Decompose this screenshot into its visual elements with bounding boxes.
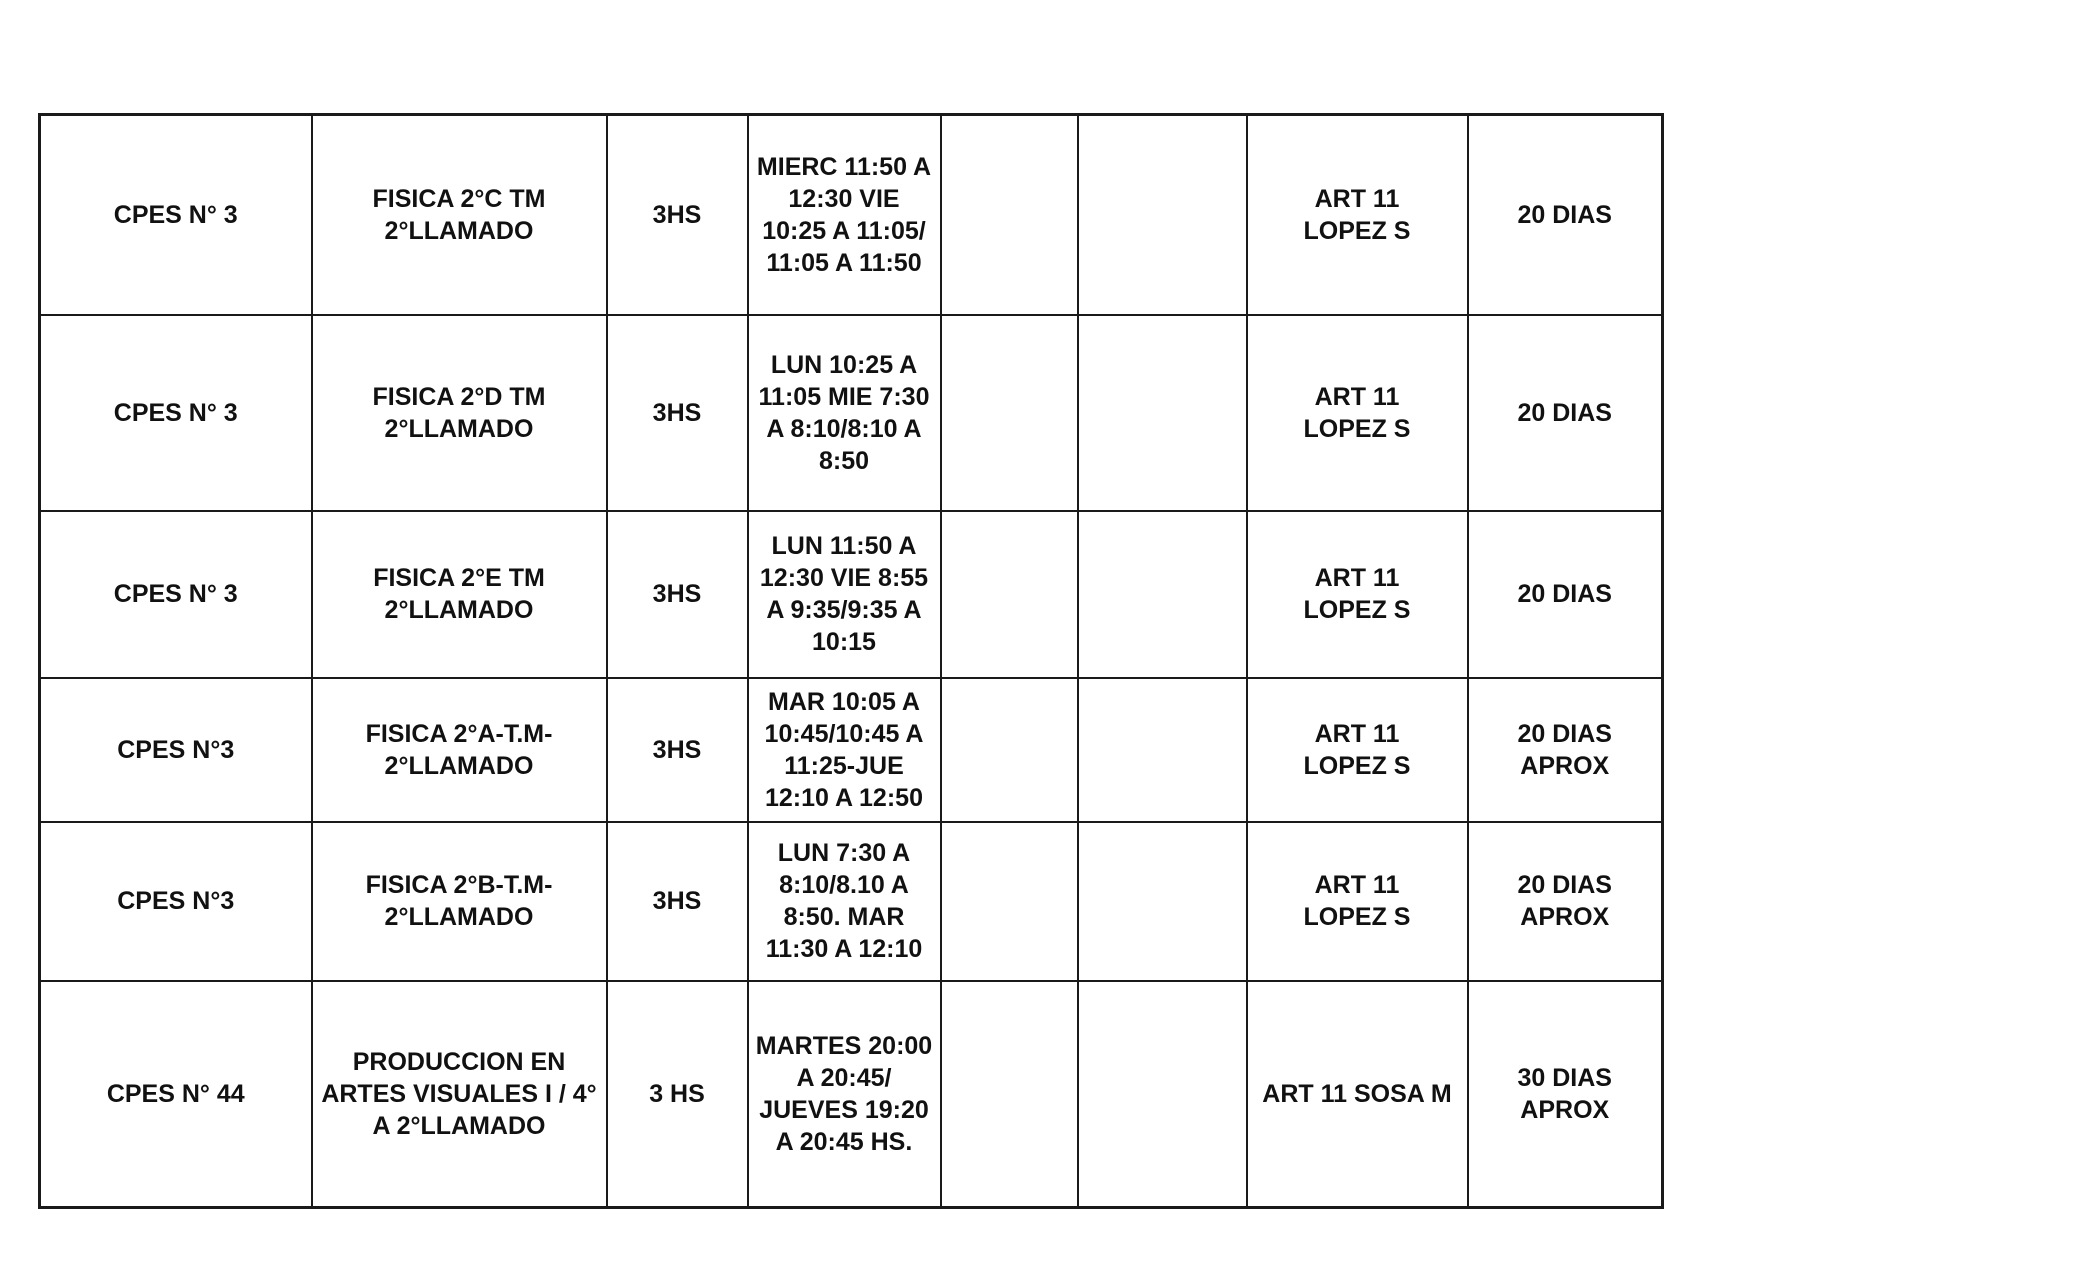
article-cell: ART 11 LOPEZ S (1247, 115, 1468, 315)
subject-cell: FISICA 2°C TM 2°LLAMADO (312, 115, 607, 315)
empty-cell (941, 115, 1078, 315)
subject-cell: PRODUCCION EN ARTES VISUALES I / 4° A 2°LLAMADO (312, 981, 607, 1208)
schedule-cell: MAR 10:05 A 10:45/10:45 A 11:25-JUE 12:10 A 12:50 (748, 678, 941, 822)
spreadsheet-table (38, 113, 1664, 1209)
school-cell: CPES N° 3 (40, 511, 312, 678)
schedule-cell: LUN 11:50 A 12:30 VIE 8:55 A 9:35/9:35 A 10:15 (748, 511, 941, 678)
table-row (40, 511, 1663, 678)
hours-cell: 3 HS (607, 981, 748, 1208)
article-cell: ART 11 LOPEZ S (1247, 511, 1468, 678)
empty-cell (1078, 678, 1247, 822)
subject-cell: FISICA 2°A-T.M- 2°LLAMADO (312, 678, 607, 822)
subject-cell: FISICA 2°D TM 2°LLAMADO (312, 315, 607, 511)
duration-cell: 20 DIAS (1468, 115, 1663, 315)
subject-cell: FISICA 2°B-T.M- 2°LLAMADO (312, 822, 607, 981)
schedule-cell: MIERC 11:50 A 12:30 VIE 10:25 A 11:05/ 11:05 A 11:50 (748, 115, 941, 315)
hours-cell: 3HS (607, 678, 748, 822)
schedule-cell: LUN 10:25 A 11:05 MIE 7:30 A 8:10/8:10 A 8:50 (748, 315, 941, 511)
hours-cell: 3HS (607, 822, 748, 981)
school-cell: CPES N°3 (40, 678, 312, 822)
empty-cell (1078, 115, 1247, 315)
subject-cell: FISICA 2°E TM 2°LLAMADO (312, 511, 607, 678)
duration-cell: 20 DIAS APROX (1468, 822, 1663, 981)
table-row (40, 678, 1663, 822)
duration-cell: 20 DIAS APROX (1468, 678, 1663, 822)
empty-cell (1078, 981, 1247, 1208)
empty-cell (941, 822, 1078, 981)
empty-cell (941, 981, 1078, 1208)
table-row (40, 115, 1663, 315)
table-row (40, 822, 1663, 981)
empty-cell (1078, 511, 1247, 678)
table-row (40, 315, 1663, 511)
empty-cell (941, 678, 1078, 822)
article-cell: ART 11 LOPEZ S (1247, 678, 1468, 822)
article-cell: ART 11 LOPEZ S (1247, 315, 1468, 511)
empty-cell (1078, 822, 1247, 981)
duration-cell: 20 DIAS (1468, 315, 1663, 511)
school-cell: CPES N° 3 (40, 115, 312, 315)
empty-cell (941, 511, 1078, 678)
school-cell: CPES N° 3 (40, 315, 312, 511)
article-cell: ART 11 SOSA M (1247, 981, 1468, 1208)
schedule-cell (748, 822, 941, 981)
school-cell: CPES N°3 (40, 822, 312, 981)
hours-cell: 3HS (607, 511, 748, 678)
hours-cell: 3HS (607, 115, 748, 315)
article-cell: ART 11 LOPEZ S (1247, 822, 1468, 981)
empty-cell (941, 315, 1078, 511)
schedule-clip-box (755, 839, 934, 963)
duration-cell: 20 DIAS (1468, 511, 1663, 678)
empty-cell (1078, 315, 1247, 511)
hours-cell: 3HS (607, 315, 748, 511)
schedule-text: LUN 7:30 A 8:10/8.10 A 8:50. MAR 11:30 A 12:10 (765, 839, 923, 963)
duration-cell: 30 DIAS APROX (1468, 981, 1663, 1208)
schedule-cell: MARTES 20:00 A 20:45/ JUEVES 19:20 A 20:45 HS. (748, 981, 941, 1208)
school-cell: CPES N° 44 (40, 981, 312, 1208)
table-row (40, 981, 1663, 1208)
